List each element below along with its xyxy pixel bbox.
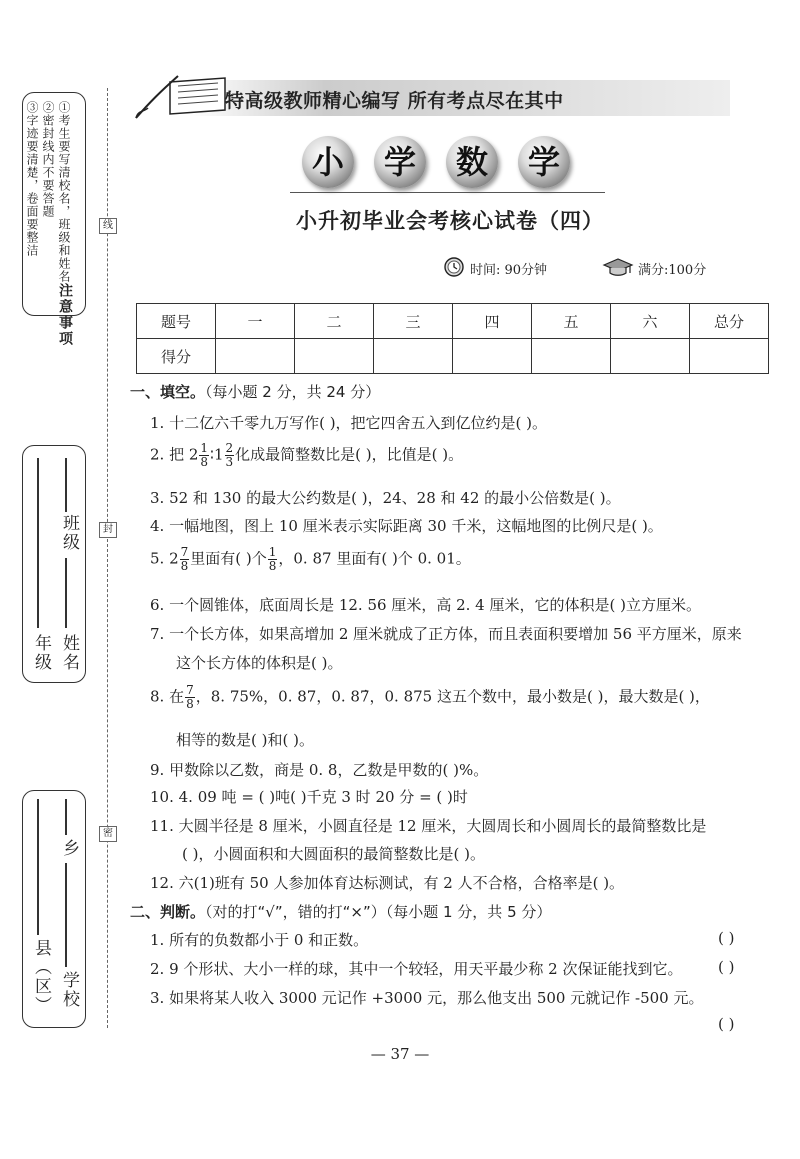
q5-f2-den: 8 xyxy=(268,559,277,573)
section-2-note: （对的打“√”，错的打“×”）（每小题 1 分，共 5 分） xyxy=(205,903,552,921)
title-char-4: 学 xyxy=(518,136,570,188)
q5-prefix: 5. 2 xyxy=(150,549,179,568)
section-1-note: （每小题 2 分，共 24 分） xyxy=(205,383,381,401)
q8-fraction xyxy=(185,684,195,711)
question-1-11-continued: ( )，小圆面积和大圆面积的最简整数比是( )。 xyxy=(182,845,485,863)
q5-fraction-2 xyxy=(268,546,278,573)
judge-question-3: 3. 如果将某人收入 3000 元记作 +3000 元，那么他支出 500 元就记作 -500 元。 xyxy=(150,989,704,1007)
page-number: — 37 — xyxy=(370,1045,430,1063)
question-1-8-continued: 相等的数是( )和( )。 xyxy=(176,731,314,749)
score-table xyxy=(136,303,769,374)
class-label: 班级 xyxy=(59,514,79,552)
question-1-5 xyxy=(150,546,471,573)
question-1-3: 3. 52 和 130 的最大公约数是( )，24、28 和 42 的最小公倍数是( )。 xyxy=(150,489,621,507)
county-label: 县（区） xyxy=(31,939,51,1015)
score-header-row xyxy=(137,304,769,339)
judge-question-1: 1. 所有的负数都小于 0 和正数。 xyxy=(150,931,369,949)
graduation-cap-icon xyxy=(602,257,634,281)
q2-f1-num: 1 xyxy=(200,441,209,455)
clock-icon xyxy=(442,256,466,282)
title-char-1: 小 xyxy=(302,136,354,188)
title-char-2: 学 xyxy=(374,136,426,188)
q8-f-num: 7 xyxy=(186,683,194,697)
school-blank[interactable] xyxy=(65,863,67,967)
q2-f1-den: 8 xyxy=(200,455,209,469)
title-rule xyxy=(290,192,605,193)
school-info-box xyxy=(22,790,86,1028)
seal-char-feng: 封 xyxy=(99,522,117,538)
q5-suffix: ，0. 87 里面有( )个 0. 01。 xyxy=(278,549,471,568)
question-1-7-continued: 这个长方体的体积是( )。 xyxy=(176,654,343,672)
question-1-1: 1. 十二亿六千零九万写作( )，把它四舍五入到亿位约是( )。 xyxy=(150,414,548,432)
notice-item-1: ①考生要写清校名，班级和姓名 xyxy=(57,101,71,283)
q2-prefix: 2. 把 2 xyxy=(150,445,199,464)
grade-label: 年级 xyxy=(31,634,51,672)
township-label: 乡 xyxy=(59,839,79,858)
question-1-4: 4. 一幅地图，图上 10 厘米表示实际距离 30 千米，这幅地图的比例尺是( )。 xyxy=(150,517,663,535)
q5-f1-num: 7 xyxy=(180,545,189,559)
judge-question-2: 2. 9 个形状、大小一样的球，其中一个较轻，用天平最少称 2 次保证能找到它。 xyxy=(150,960,683,978)
name-label: 姓名 xyxy=(59,634,79,672)
q2-suffix: 化成最简整数比是( )，比值是( )。 xyxy=(235,445,464,464)
notice-box xyxy=(22,92,86,347)
question-1-2 xyxy=(150,442,463,469)
q2-ratio: ∶1 xyxy=(210,445,224,464)
q5-middle: 里面有( )个 xyxy=(190,549,267,568)
score-header-cell: 五 xyxy=(532,304,611,339)
q5-f2-num: 1 xyxy=(268,545,277,559)
score-header-cell: 一 xyxy=(216,304,295,339)
score-cell[interactable] xyxy=(295,339,374,374)
q2-f2-num: 2 xyxy=(225,441,234,455)
exam-time: 时间: 90分钟 xyxy=(470,263,548,278)
score-header-cell: 六 xyxy=(611,304,690,339)
county-blank[interactable] xyxy=(37,799,39,935)
score-cell[interactable] xyxy=(532,339,611,374)
question-1-7: 7. 一个长方体，如果高增加 2 厘米就成了正方体，而且表面积要增加 56 平方厘米，原来 xyxy=(150,625,742,643)
question-1-10: 10. 4. 09 吨 = ( )吨( )千克 3 时 20 分 = ( )时 xyxy=(150,788,468,806)
score-cell[interactable] xyxy=(216,339,295,374)
score-row-label: 得分 xyxy=(137,339,216,374)
section-1-heading xyxy=(130,381,380,402)
township-blank[interactable] xyxy=(65,799,67,835)
score-value-row xyxy=(137,339,769,374)
seal-char-mi: 密 xyxy=(99,826,117,842)
score-cell[interactable] xyxy=(453,339,532,374)
class-blank[interactable] xyxy=(65,458,67,512)
score-header-cell: 总分 xyxy=(690,304,769,339)
section-2-title: 二、判断。 xyxy=(130,903,206,921)
score-header-cell: 三 xyxy=(374,304,453,339)
grade-blank[interactable] xyxy=(37,458,39,628)
notice-item-3: ③字迹要清楚，卷面要整洁 xyxy=(25,101,39,257)
banner-slogan: 特高级教师精心编写 所有考点尽在其中 xyxy=(225,90,564,112)
title-char-3: 数 xyxy=(446,136,498,188)
q2-f2-den: 3 xyxy=(225,455,234,469)
q8-suffix: ，8. 75%，0. 87，0. 87̇，0. 875 这五个数中，最小数是( )，最大数是( )， xyxy=(195,687,710,706)
q8-f-den: 8 xyxy=(186,697,194,711)
score-cell[interactable] xyxy=(690,339,769,374)
student-info-box xyxy=(22,445,86,683)
name-blank[interactable] xyxy=(65,558,67,628)
exam-subtitle: 小升初毕业会考核心试卷（四） xyxy=(296,209,604,233)
question-1-12: 12. 六(1)班有 50 人参加体育达标测试，有 2 人不合格，合格率是( )。 xyxy=(150,874,625,892)
score-header-cell: 题号 xyxy=(137,304,216,339)
question-1-11: 11. 大圆半径是 8 厘米，小圆直径是 12 厘米，大圆周长和小圆周长的最简整数比是 xyxy=(150,817,707,835)
answer-parentheses[interactable]: ( ) xyxy=(718,958,735,976)
score-cell[interactable] xyxy=(374,339,453,374)
score-header-cell: 四 xyxy=(453,304,532,339)
question-1-9: 9. 甲数除以乙数，商是 0. 8，乙数是甲数的( )%。 xyxy=(150,761,489,779)
question-1-6: 6. 一个圆锥体，底面周长是 12. 56 厘米，高 2. 4 厘米，它的体积是( )立方厘米。 xyxy=(150,596,701,614)
answer-parentheses[interactable]: ( ) xyxy=(718,929,735,947)
q2-fraction-2 xyxy=(225,442,235,469)
section-1-title: 一、填空。 xyxy=(130,383,206,401)
full-score: 满分:100分 xyxy=(638,263,707,278)
q8-prefix: 8. 在 xyxy=(150,687,185,706)
score-cell[interactable] xyxy=(611,339,690,374)
q5-f1-den: 8 xyxy=(180,559,189,573)
q2-fraction-1 xyxy=(199,442,209,469)
answer-parentheses[interactable]: ( ) xyxy=(718,1015,735,1033)
section-2-heading xyxy=(130,901,551,922)
school-label: 学校 xyxy=(59,971,79,1009)
q5-fraction-1 xyxy=(180,546,190,573)
question-1-8 xyxy=(150,684,710,711)
notice-label: 注意事项 xyxy=(57,283,73,347)
score-header-cell: 二 xyxy=(295,304,374,339)
seal-char-xian: 线 xyxy=(99,218,117,234)
notice-item-2: ②密封线内不要答题 xyxy=(41,101,55,218)
